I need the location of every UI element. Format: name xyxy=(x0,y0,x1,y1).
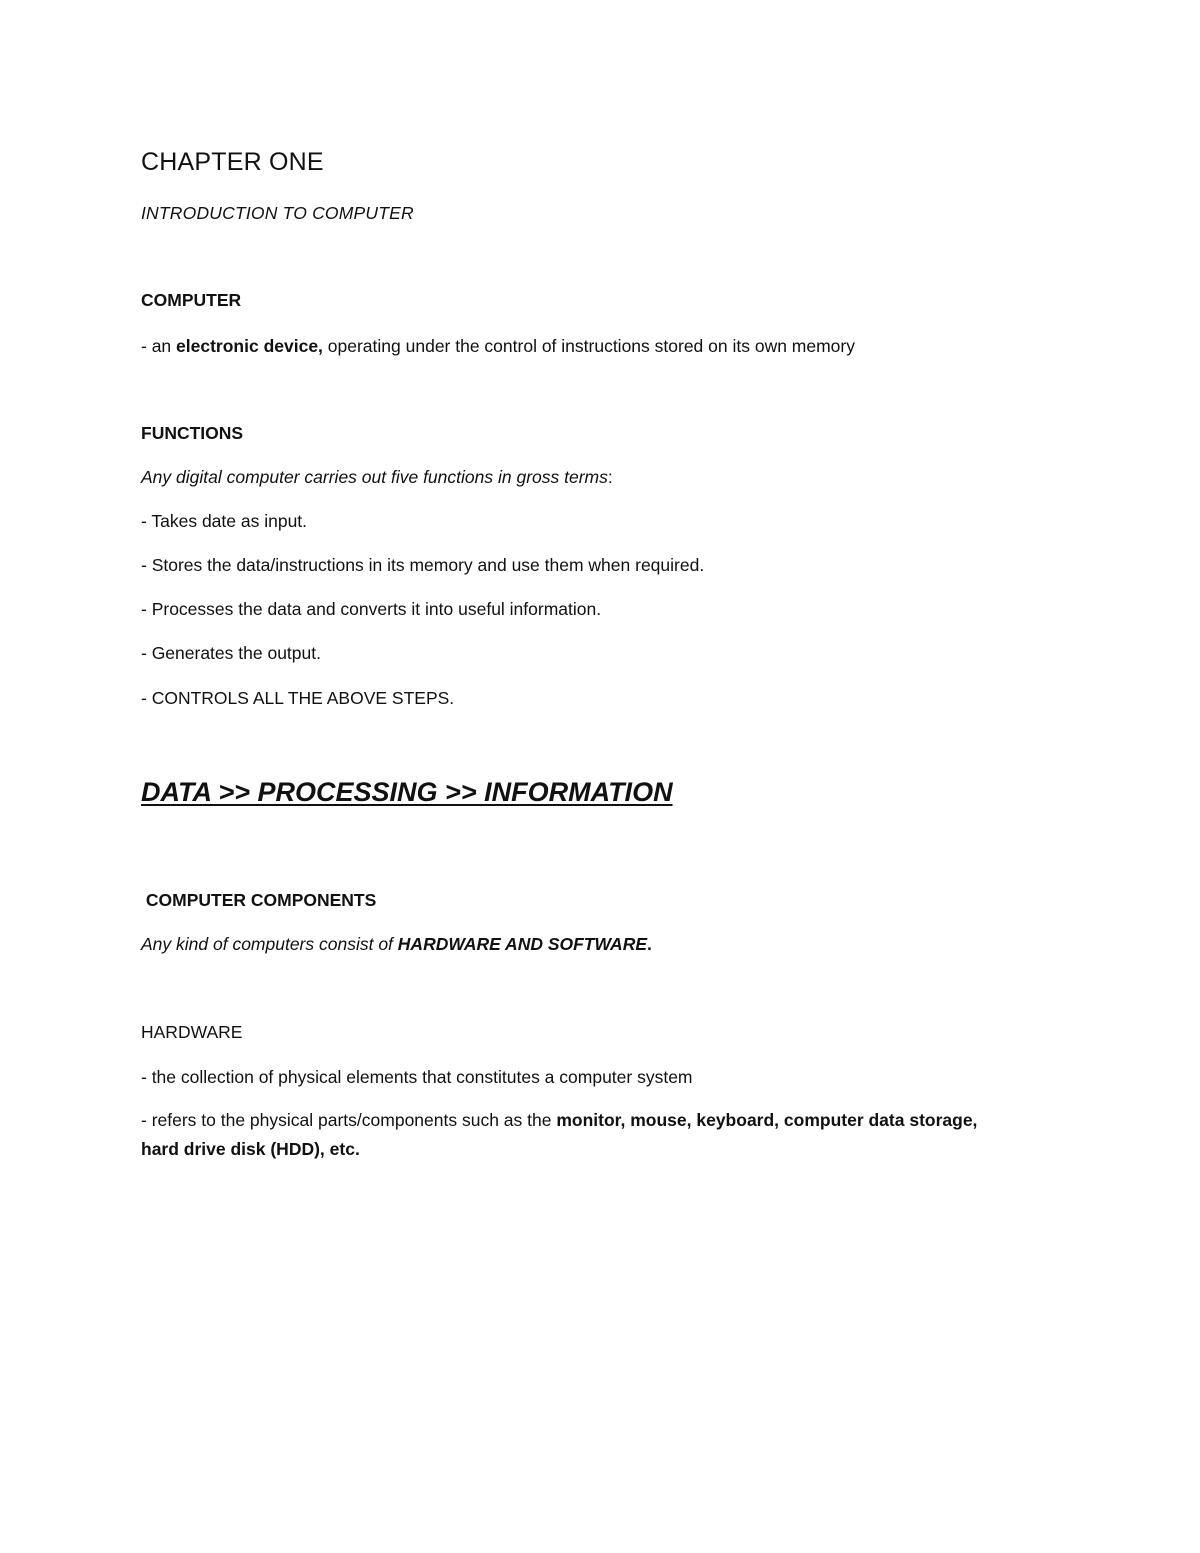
computer-heading: COMPUTER xyxy=(141,290,242,310)
computer-def-rest: operating under the control of instructions stored on its own memory xyxy=(322,336,855,356)
computer-definition xyxy=(141,335,855,357)
chapter-subtitle: INTRODUCTION TO COMPUTER xyxy=(141,203,414,223)
components-intro-text: Any kind of computers consist of xyxy=(141,934,398,954)
hardware-item2-prefix: - refers to the physical parts/components such as the xyxy=(141,1110,557,1130)
data-flow-heading: DATA >> PROCESSING >> INFORMATION xyxy=(141,777,673,807)
functions-heading: FUNCTIONS xyxy=(141,423,244,443)
components-heading: COMPUTER COMPONENTS xyxy=(141,890,377,910)
components-intro-bold: HARDWARE AND SOFTWARE xyxy=(397,934,648,954)
function-item: - Stores the data/instructions in its memory and use them when required. xyxy=(141,555,705,575)
components-intro-end: . xyxy=(647,934,652,954)
function-item: - Takes date as input. xyxy=(141,511,308,531)
function-item: - Generates the output. xyxy=(141,643,321,663)
chapter-title: CHAPTER ONE xyxy=(141,148,324,176)
functions-intro-colon: : xyxy=(607,467,613,487)
computer-def-prefix: - an xyxy=(141,336,177,356)
computer-def-bold: electronic device, xyxy=(176,336,323,356)
function-item: - Processes the data and converts it into useful information. xyxy=(141,599,602,619)
hardware-item: - the collection of physical elements that constitutes a computer system xyxy=(141,1067,693,1087)
functions-intro xyxy=(141,466,613,488)
components-intro xyxy=(141,933,652,955)
hardware-item xyxy=(141,1106,1011,1164)
hardware-item2-bold: monitor, mouse, keyboard, computer data storage, hard drive disk (HDD), etc. xyxy=(141,1110,978,1159)
hardware-heading: HARDWARE xyxy=(141,1022,243,1042)
functions-intro-text: Any digital computer carries out five functions in gross terms xyxy=(141,467,608,487)
function-item: - CONTROLS ALL THE ABOVE STEPS. xyxy=(141,688,455,708)
